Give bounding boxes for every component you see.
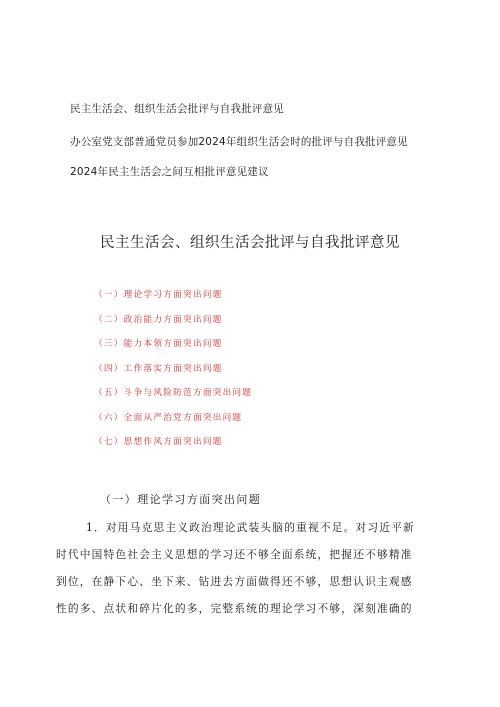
toc-item-capability[interactable]: （三）能力本领方面突出问题: [94, 339, 223, 349]
toc-item-work-implementation[interactable]: （四）工作落实方面突出问题: [94, 363, 223, 374]
table-of-contents: [94, 288, 252, 460]
toc-item-political-ability[interactable]: （二）政治能力方面突出问题: [94, 314, 223, 325]
toc-item-struggle-risk[interactable]: （五）斗争与风险防范方面突出问题: [94, 388, 253, 398]
body-paragraph: [56, 514, 461, 622]
paragraph-line: 到位，在静下心、坐下来、钻进去方面做得还不够，思想认识主观感: [56, 575, 413, 588]
paragraph-line: 性的多、点状和碎片化的多，完整系统的理论学习不够，深刻准确的: [56, 602, 413, 615]
toc-item-party-governance[interactable]: （六）全面从严治党方面突出问题: [94, 412, 243, 423]
document-title-3: 2024年民主生活会之间互相批评意见建议: [70, 166, 269, 178]
toc-item-ideological-style[interactable]: （七）思想作风方面突出问题: [94, 437, 223, 447]
main-title: 民主生活会、组织生活会批评与自我批评意见: [100, 235, 400, 251]
toc-item-theory-study[interactable]: （一）理论学习方面突出问题: [94, 290, 223, 300]
document-title-1: 民主生活会、组织生活会批评与自我批评意见: [70, 103, 284, 115]
document-title-2: 办公室党支部普通党员参加2024年组织生活会时的批评与自我批评意见: [70, 136, 408, 148]
paragraph-line: 1．对用马克思主义政治理论武装头脑的重视不足。对习近平新: [86, 521, 415, 534]
section-heading: （一）理论学习方面突出问题: [100, 493, 262, 506]
paragraph-line: 时代中国特色社会主义思想的学习还不够全面系统，把握还不够精准: [56, 548, 413, 561]
